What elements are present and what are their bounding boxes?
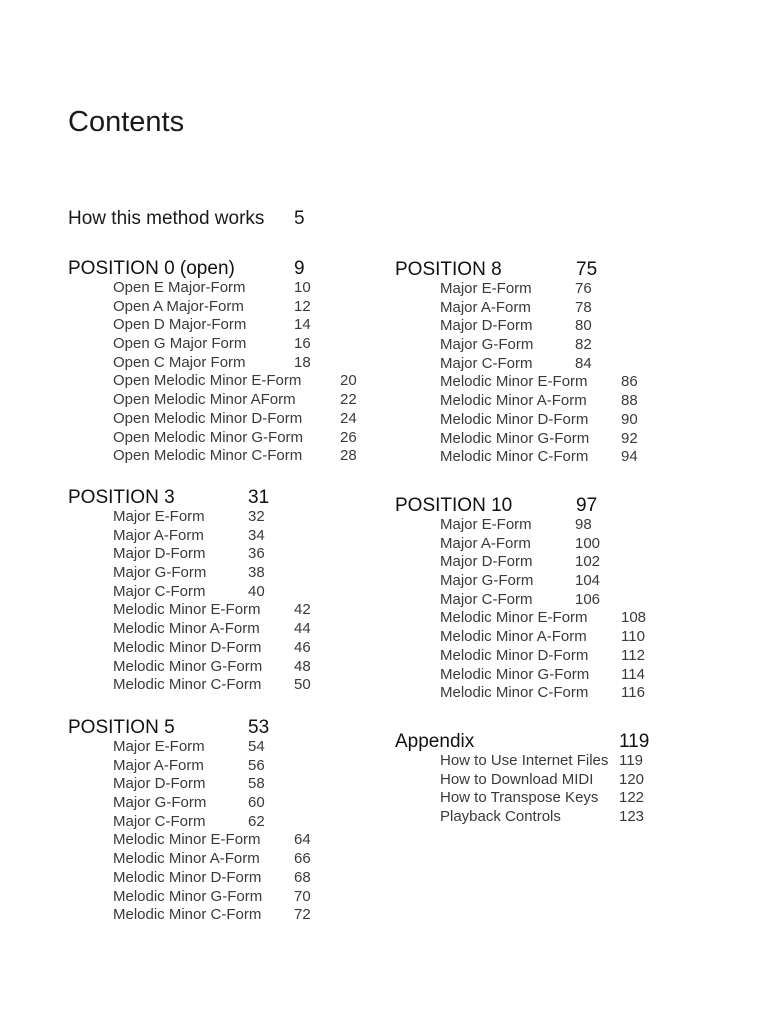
toc-item-label: Melodic Minor D-Form bbox=[440, 410, 589, 428]
toc-item-page: 102 bbox=[575, 553, 601, 571]
toc-item-page: 70 bbox=[294, 887, 311, 905]
toc-item-page: 110 bbox=[621, 628, 645, 646]
toc-item[interactable] bbox=[113, 279, 311, 298]
toc-item[interactable] bbox=[113, 391, 357, 410]
toc-item-page: 100 bbox=[575, 534, 601, 552]
toc-item-page: 10 bbox=[294, 279, 311, 296]
toc-item-label: Major E-Form bbox=[440, 516, 532, 533]
toc-item-label: Open Melodic Minor G-Form bbox=[113, 428, 304, 446]
toc-item[interactable] bbox=[440, 392, 638, 411]
toc-item-label: Playback Controls bbox=[440, 808, 561, 826]
toc-item[interactable] bbox=[113, 409, 357, 429]
toc-item-label: Major E-Form bbox=[113, 738, 205, 755]
toc-item-list bbox=[113, 279, 357, 466]
toc-item-label: Melodic Minor E-Form bbox=[440, 373, 588, 391]
toc-item[interactable] bbox=[440, 572, 601, 591]
toc-item-label: Melodic Minor A-Form bbox=[440, 392, 587, 410]
toc-entry-page: 5 bbox=[294, 208, 305, 229]
toc-item[interactable] bbox=[113, 353, 311, 373]
toc-item[interactable] bbox=[440, 336, 592, 355]
toc-item[interactable] bbox=[113, 887, 311, 907]
toc-item-page: 16 bbox=[294, 335, 311, 353]
toc-item-list bbox=[113, 738, 311, 925]
toc-item[interactable] bbox=[440, 646, 645, 666]
toc-item-label: Major E-Form bbox=[440, 280, 532, 297]
toc-item-label: Melodic Minor C-Form bbox=[113, 906, 262, 924]
toc-item-page: 123 bbox=[619, 808, 645, 826]
toc-item-page: 66 bbox=[294, 850, 311, 868]
toc-item-label: Melodic Minor D-Form bbox=[113, 868, 262, 886]
toc-item-label: Major A-Form bbox=[113, 756, 204, 774]
toc-item-page: 72 bbox=[294, 906, 311, 924]
toc-item-page: 34 bbox=[248, 526, 265, 544]
toc-item-label: Melodic Minor C-Form bbox=[440, 448, 589, 466]
toc-item-page: 60 bbox=[248, 794, 265, 812]
toc-item-label: Open Melodic Minor E-Form bbox=[113, 372, 302, 390]
toc-item[interactable] bbox=[113, 676, 311, 695]
toc-item-list bbox=[440, 752, 645, 827]
toc-item-page: 108 bbox=[621, 609, 647, 627]
toc-section-position-5 bbox=[68, 717, 311, 925]
toc-item[interactable] bbox=[440, 628, 645, 647]
toc-item-page: 14 bbox=[294, 316, 311, 334]
toc-item[interactable] bbox=[113, 756, 265, 776]
toc-item-page: 24 bbox=[340, 409, 357, 427]
toc-item-label: Melodic Minor G-Form bbox=[113, 657, 263, 675]
toc-item[interactable] bbox=[440, 665, 645, 685]
toc-item-page: 18 bbox=[294, 353, 311, 371]
toc-item[interactable] bbox=[113, 582, 265, 602]
toc-item-page: 68 bbox=[294, 868, 311, 886]
toc-item-label: Open Melodic Minor D-Form bbox=[113, 409, 303, 427]
toc-item[interactable] bbox=[440, 429, 638, 449]
toc-item[interactable] bbox=[440, 534, 601, 554]
section-heading-label: Appendix bbox=[395, 731, 475, 752]
toc-item[interactable] bbox=[113, 335, 311, 354]
toc-item[interactable] bbox=[113, 526, 265, 546]
toc-item[interactable] bbox=[113, 906, 311, 925]
toc-item[interactable] bbox=[113, 447, 357, 466]
toc-item-label: Open Melodic Minor C-Form bbox=[113, 447, 303, 465]
toc-item-page: 26 bbox=[340, 428, 357, 446]
toc-section-appendix bbox=[395, 731, 650, 827]
toc-item-label: Open D Major-Form bbox=[113, 316, 247, 334]
toc-item-label: Open G Major Form bbox=[113, 335, 247, 353]
toc-item-page: 112 bbox=[621, 646, 645, 664]
toc-item-label: Melodic Minor C-Form bbox=[113, 676, 262, 694]
toc-item-label: Major D-Form bbox=[113, 775, 206, 793]
toc-item[interactable] bbox=[440, 373, 638, 392]
toc-item-label: Melodic Minor D-Form bbox=[440, 646, 589, 664]
toc-item-label: Melodic Minor G-Form bbox=[113, 887, 263, 905]
toc-item[interactable] bbox=[440, 553, 601, 572]
toc-item-page: 50 bbox=[294, 676, 311, 694]
toc-item-page: 106 bbox=[575, 590, 601, 608]
toc-item[interactable] bbox=[113, 812, 265, 832]
toc-item-page: 116 bbox=[621, 684, 645, 702]
toc-item-label: Open C Major Form bbox=[113, 353, 246, 371]
section-heading-page: 75 bbox=[576, 259, 598, 280]
toc-item-label: Major C-Form bbox=[440, 354, 533, 372]
toc-item-label: Major A-Form bbox=[440, 298, 531, 316]
toc-section-position-10 bbox=[395, 495, 647, 703]
toc-item[interactable] bbox=[440, 590, 601, 610]
toc-item[interactable] bbox=[113, 428, 357, 448]
section-heading-page: 9 bbox=[294, 258, 305, 279]
toc-item-page: 32 bbox=[248, 508, 265, 525]
toc-item-page: 88 bbox=[621, 392, 638, 410]
toc-item-label: Melodic Minor D-Form bbox=[113, 638, 262, 656]
toc-item-page: 104 bbox=[575, 572, 601, 590]
toc-entry-how-this-method-works[interactable] bbox=[68, 208, 305, 230]
toc-item-page: 119 bbox=[619, 752, 643, 769]
toc-item-page: 36 bbox=[248, 545, 265, 563]
toc-item[interactable] bbox=[113, 831, 311, 850]
section-heading-page: 53 bbox=[248, 717, 270, 738]
toc-item-label: Major A-Form bbox=[440, 534, 531, 552]
toc-item-list bbox=[440, 280, 638, 467]
toc-item-list bbox=[113, 508, 311, 695]
toc-item[interactable] bbox=[113, 657, 311, 677]
toc-item-label: Major D-Form bbox=[440, 553, 533, 571]
toc-item[interactable] bbox=[440, 770, 645, 790]
toc-item[interactable] bbox=[440, 448, 638, 467]
toc-item-label: Major C-Form bbox=[113, 582, 206, 600]
toc-item-page: 48 bbox=[294, 657, 311, 675]
toc-item-page: 42 bbox=[294, 601, 311, 619]
toc-item[interactable] bbox=[113, 638, 311, 658]
toc-item-page: 40 bbox=[248, 582, 265, 600]
toc-item-label: Melodic Minor A-Form bbox=[113, 850, 260, 868]
toc-item-page: 84 bbox=[575, 354, 592, 372]
toc-entry-label: How this method works bbox=[68, 208, 265, 229]
toc-item-label: Melodic Minor E-Form bbox=[440, 609, 588, 627]
section-heading-page: 31 bbox=[248, 487, 270, 508]
toc-item-label: Major D-Form bbox=[440, 317, 533, 335]
toc-item-label: Melodic Minor E-Form bbox=[113, 601, 261, 619]
toc-item[interactable] bbox=[113, 620, 311, 639]
toc-item[interactable] bbox=[440, 298, 592, 318]
toc-item-page: 78 bbox=[575, 298, 592, 316]
section-heading-page: 97 bbox=[576, 495, 598, 516]
toc-item-page: 64 bbox=[294, 831, 311, 849]
toc-item[interactable] bbox=[113, 775, 265, 794]
toc-section-position-3 bbox=[68, 487, 311, 695]
toc-item-page: 114 bbox=[621, 665, 645, 683]
toc-item[interactable] bbox=[113, 794, 265, 813]
toc-item-label: Melodic Minor A-Form bbox=[113, 620, 260, 638]
toc-item[interactable] bbox=[440, 317, 592, 336]
toc-item-page: 62 bbox=[248, 812, 265, 830]
toc-item-page: 46 bbox=[294, 638, 311, 656]
toc-item-page: 122 bbox=[619, 789, 645, 807]
toc-item-label: Melodic Minor G-Form bbox=[440, 429, 590, 447]
section-heading-label: POSITION 10 bbox=[395, 495, 513, 516]
toc-item-label: Major C-Form bbox=[440, 590, 533, 608]
toc-item-label: Melodic Minor A-Form bbox=[440, 628, 587, 646]
toc-item-page: 58 bbox=[248, 775, 265, 793]
toc-item-label: Melodic Minor E-Form bbox=[113, 831, 261, 849]
toc-item-label: Open Melodic Minor AForm bbox=[113, 391, 296, 409]
toc-item-label: Major G-Form bbox=[440, 572, 534, 590]
toc-item-label: How to Transpose Keys bbox=[440, 789, 599, 807]
toc-item-page: 22 bbox=[340, 391, 357, 409]
toc-item[interactable] bbox=[113, 850, 311, 869]
toc-item-page: 54 bbox=[248, 738, 265, 755]
toc-item[interactable] bbox=[113, 601, 311, 620]
toc-item-page: 94 bbox=[621, 448, 638, 466]
toc-item-list bbox=[440, 516, 647, 703]
section-heading-label: POSITION 3 bbox=[68, 487, 175, 508]
toc-item-label: Major G-Form bbox=[113, 794, 207, 812]
toc-section-position-0-open bbox=[68, 258, 357, 466]
toc-item-label: Major C-Form bbox=[113, 812, 206, 830]
toc-item-page: 80 bbox=[575, 317, 592, 335]
toc-item-label: Major A-Form bbox=[113, 526, 204, 544]
toc-item[interactable] bbox=[440, 808, 645, 827]
toc-item-page: 92 bbox=[621, 429, 638, 447]
toc-item-label: Major G-Form bbox=[113, 564, 207, 582]
toc-item[interactable] bbox=[113, 372, 357, 391]
toc-item-page: 38 bbox=[248, 564, 265, 582]
toc-item[interactable] bbox=[440, 789, 645, 808]
toc-item[interactable] bbox=[113, 545, 265, 564]
section-heading-page: 119 bbox=[619, 731, 650, 752]
toc-item-page: 98 bbox=[575, 516, 592, 533]
toc-item[interactable] bbox=[440, 609, 647, 628]
toc-item-page: 44 bbox=[294, 620, 311, 638]
section-heading-label: POSITION 5 bbox=[68, 717, 175, 738]
toc-item[interactable] bbox=[113, 738, 265, 757]
toc-item[interactable] bbox=[113, 564, 265, 583]
toc-item-page: 90 bbox=[621, 410, 638, 428]
toc-section-position-8 bbox=[395, 259, 638, 467]
toc-item-page: 56 bbox=[248, 756, 265, 774]
toc-item-page: 20 bbox=[340, 372, 357, 390]
section-heading-label: POSITION 0 (open) bbox=[68, 258, 235, 279]
toc-item[interactable] bbox=[113, 297, 311, 317]
toc-item-label: Major E-Form bbox=[113, 508, 205, 525]
toc-item-page: 28 bbox=[340, 447, 357, 465]
toc-item-label: Open A Major-Form bbox=[113, 297, 244, 315]
toc-item[interactable] bbox=[440, 516, 592, 535]
toc-item[interactable] bbox=[440, 354, 592, 374]
toc-item[interactable] bbox=[440, 684, 645, 703]
toc-item[interactable] bbox=[440, 410, 638, 430]
toc-item[interactable] bbox=[440, 752, 643, 771]
toc-item-label: Melodic Minor G-Form bbox=[440, 665, 590, 683]
toc-item-page: 86 bbox=[621, 373, 638, 391]
toc-item-page: 76 bbox=[575, 280, 592, 297]
toc-item-label: How to Use Internet Files bbox=[440, 752, 609, 769]
toc-item[interactable] bbox=[113, 316, 311, 335]
toc-item[interactable] bbox=[113, 508, 265, 527]
section-heading-label: POSITION 8 bbox=[395, 259, 502, 280]
page-title: Contents bbox=[68, 106, 185, 138]
toc-item-label: How to Download MIDI bbox=[440, 770, 594, 788]
toc-item-page: 12 bbox=[294, 297, 311, 315]
toc-item-page: 82 bbox=[575, 336, 592, 354]
toc-item-label: Major G-Form bbox=[440, 336, 534, 354]
toc-item-label: Melodic Minor C-Form bbox=[440, 684, 589, 702]
toc-item[interactable] bbox=[113, 868, 311, 888]
toc-item-page: 120 bbox=[619, 770, 645, 788]
toc-item[interactable] bbox=[440, 280, 592, 299]
toc-item-label: Open E Major-Form bbox=[113, 279, 246, 296]
toc-item-label: Major D-Form bbox=[113, 545, 206, 563]
